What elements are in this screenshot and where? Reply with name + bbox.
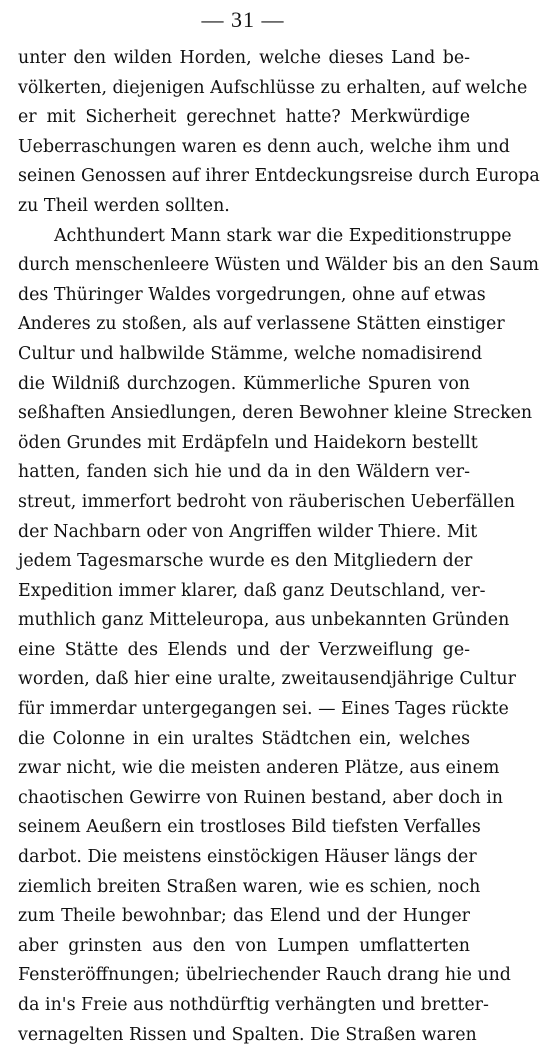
- text-line: er mit Sicherheit gerechnet hatte? Merkwürdige: [18, 107, 470, 128]
- text-line: die Wildniß durchzogen. Kümmerliche Spuren von: [18, 373, 470, 394]
- page-number: — 31 —: [201, 7, 285, 32]
- text-line: da in's Freie aus nothdürftig verhängten und bretter-: [18, 995, 489, 1015]
- text-line: völkerten, diejenigen Aufschlüsse zu erhalten, auf welche: [18, 77, 528, 98]
- text-line: zum Theile bewohnbar; das Elend und der Hunger: [18, 906, 470, 927]
- text-line: zwar nicht, wie die meisten anderen Plätze, aus einem: [18, 758, 500, 779]
- text-line: Anderes zu stoßen, als auf verlassene Stätten einstiger: [18, 314, 505, 335]
- text-line: Cultur und halbwilde Stämme, welche nomadisirend: [18, 343, 483, 364]
- text-line: der Nachbarn oder von Angriffen wilder Thiere. Mit: [18, 521, 478, 542]
- text-line: darbot. Die meistens einstöckigen Häuser längs der: [18, 847, 477, 868]
- text-line: Fensteröffnungen; übelriechender Rauch drang hie und: [18, 965, 511, 986]
- text-line: ziemlich breiten Straßen waren, wie es schien, noch: [18, 876, 481, 897]
- text-line: Expedition immer klarer, daß ganz Deutschland, ver-: [18, 580, 486, 601]
- text-line: aber grinsten aus den von Lumpen umflatterten: [18, 935, 470, 956]
- text-line: chaotischen Gewirre von Ruinen bestand, aber doch in: [18, 787, 503, 808]
- text-line: die Colonne in ein uraltes Städtchen ein, welches: [18, 728, 470, 749]
- text-line: Ueberraschungen waren es denn auch, welche ihm und: [18, 136, 510, 157]
- text-line: des Thüringer Waldes vorgedrungen, ohne auf etwas: [18, 284, 486, 305]
- text-line: jedem Tagesmarsche wurde es den Mitgliedern der: [18, 551, 473, 572]
- text-line: eine Stätte des Elends und der Verzweiflung ge-: [18, 639, 470, 660]
- text-line: muthlich ganz Mitteleuropa, aus unbekannten Gründen: [18, 610, 510, 631]
- text-line: zu Theil werden sollten.: [18, 195, 230, 216]
- text-line: seinem Aeußern ein trostloses Bild tiefsten Verfalles: [18, 817, 481, 838]
- text-line: unter den wilden Horden, welche dieses Land be-: [18, 48, 470, 68]
- text-line: seinen Genossen auf ihrer Entdeckungsreise durch Europa: [18, 166, 540, 187]
- text-line: seßhaften Ansiedlungen, deren Bewohner kleine Strecken: [18, 403, 533, 424]
- text-line: vernagelten Rissen und Spalten. Die Straßen waren: [18, 1024, 477, 1045]
- text-line: Achthundert Mann stark war die Expeditionstruppe: [54, 225, 512, 246]
- text-line: streut, immerfort bedroht von räuberischen Ueberfällen: [18, 491, 515, 512]
- body-text: [18, 44, 540, 1050]
- text-line: öden Grundes mit Erdäpfeln und Haidekorn bestellt: [18, 432, 478, 453]
- text-line: durch menschenleere Wüsten und Wälder bis an den Saum: [18, 255, 540, 276]
- text-line: hatten, fanden sich hie und da in den Wäldern ver-: [18, 462, 470, 483]
- text-line: für immerdar untergegangen sei. — Eines Tages rückte: [18, 699, 509, 720]
- text-line: worden, daß hier eine uralte, zweitausendjährige Cultur: [18, 669, 516, 690]
